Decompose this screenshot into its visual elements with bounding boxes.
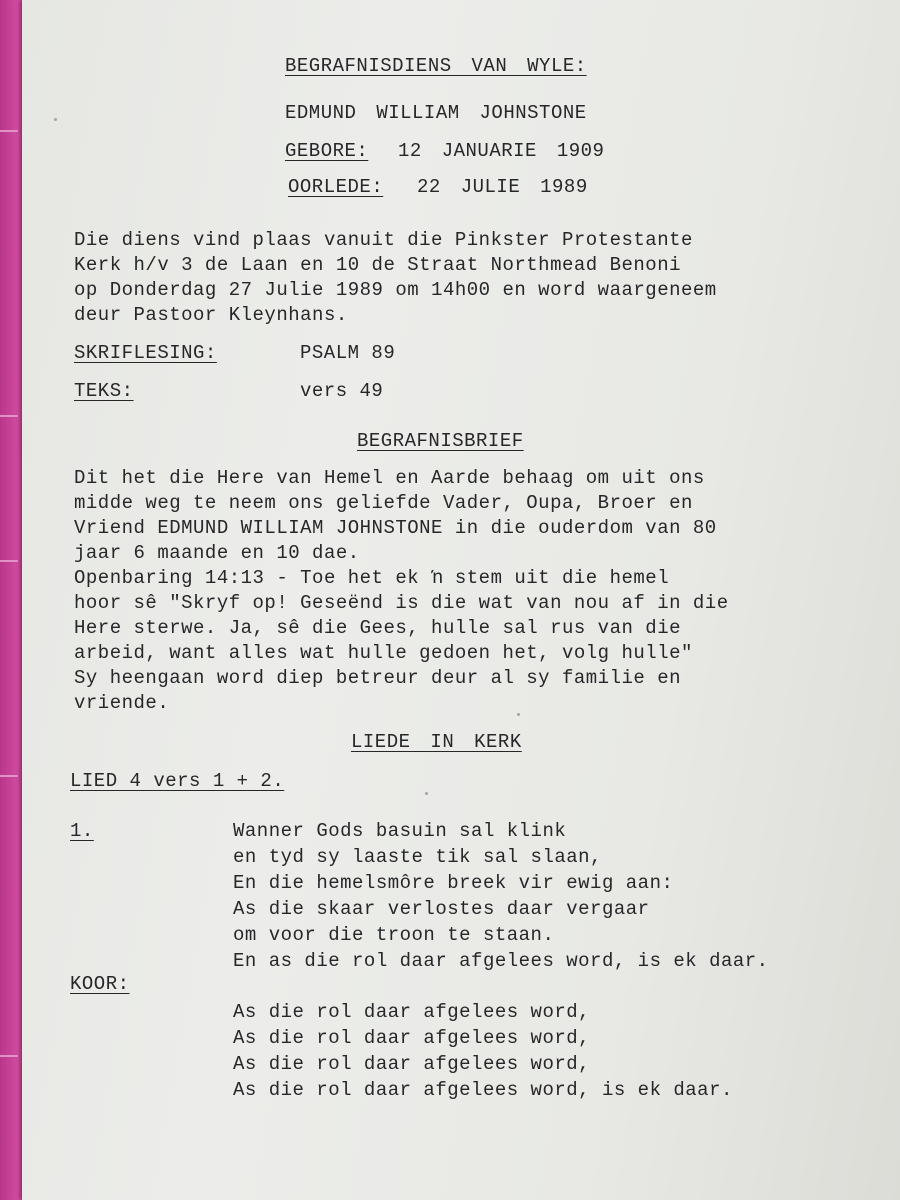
letter-heading: BEGRAFNISBRIEF (357, 430, 524, 452)
chorus-label: KOOR: (70, 973, 130, 995)
chorus-line: As die rol daar afgelees word, (233, 1027, 591, 1049)
mat-grid-mark (0, 1055, 18, 1057)
deceased-name: EDMUND WILLIAM JOHNSTONE (285, 102, 587, 124)
service-intro-line: op Donderdag 27 Julie 1989 om 14h00 en word waargeneem (74, 279, 717, 301)
chorus-line: As die rol daar afgelees word, is ek daar. (233, 1079, 733, 1101)
service-intro-line: deur Pastoor Kleynhans. (74, 304, 348, 326)
verse-line: En as die rol daar afgelees word, is ek daar. (233, 950, 769, 972)
verse-line: Wanner Gods basuin sal klink (233, 820, 567, 842)
service-intro-line: Kerk h/v 3 de Laan en 10 de Straat Northmead Benoni (74, 254, 681, 276)
service-title: BEGRAFNISDIENS VAN WYLE: (285, 55, 587, 77)
born-date: 12 JANUARIE 1909 (398, 140, 605, 162)
born-label: GEBORE: (285, 140, 369, 162)
verse-line: En die hemelsmôre breek vir ewig aan: (233, 872, 674, 894)
verse-line: om voor die troon te staan. (233, 924, 555, 946)
letter-line: Sy heengaan word diep betreur deur al sy familie en (74, 667, 681, 689)
scripture-text-label: TEKS: (74, 380, 134, 402)
letter-line: Here sterwe. Ja, sê die Gees, hulle sal rus van die (74, 617, 681, 639)
scripture-reading-label: SKRIFLESING: (74, 342, 217, 364)
scripture-reading-value: PSALM 89 (300, 342, 396, 364)
mat-grid-mark (0, 560, 18, 562)
verse-line: As die skaar verlostes daar vergaar (233, 898, 650, 920)
scripture-text-value: vers 49 (300, 380, 384, 402)
letter-line: jaar 6 maande en 10 dae. (74, 542, 360, 564)
paper-speck (425, 792, 428, 795)
paper-speck (54, 118, 57, 121)
hymns-heading: LIEDE IN KERK (351, 731, 522, 753)
mat-grid-mark (0, 775, 18, 777)
chorus-line: As die rol daar afgelees word, (233, 1001, 591, 1023)
letter-line: vriende. (74, 692, 170, 714)
mat-grid-mark (0, 130, 18, 132)
chorus-line: As die rol daar afgelees word, (233, 1053, 591, 1075)
letter-line: Dit het die Here van Hemel en Aarde behaag om uit ons (74, 467, 705, 489)
paper-speck (517, 713, 520, 716)
letter-line: midde weg te neem ons geliefde Vader, Oupa, Broer en (74, 492, 693, 514)
verse-number: 1. (70, 820, 94, 842)
verse-line: en tyd sy laaste tik sal slaan, (233, 846, 602, 868)
letter-line: Vriend EDMUND WILLIAM JOHNSTONE in die ouderdom van 80 (74, 517, 717, 539)
letter-line: Openbaring 14:13 - Toe het ek ŉ stem uit die hemel (74, 567, 670, 589)
letter-line: hoor sê "Skryf op! Geseënd is die wat van nou af in die (74, 592, 729, 614)
mat-grid-mark (0, 415, 18, 417)
died-date: 22 JULIE 1989 (417, 176, 588, 198)
hymn-label: LIED 4 vers 1 + 2. (70, 770, 285, 792)
service-intro-line: Die diens vind plaas vanuit die Pinkster Protestante (74, 229, 693, 251)
letter-line: arbeid, want alles wat hulle gedoen het, volg hulle" (74, 642, 693, 664)
died-label: OORLEDE: (288, 176, 384, 198)
